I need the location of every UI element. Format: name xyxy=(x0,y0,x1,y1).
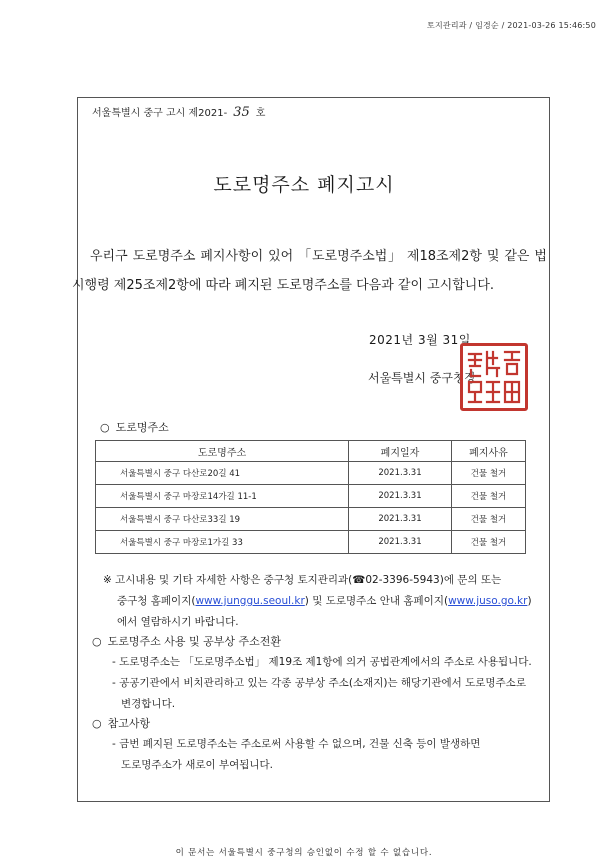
note-text: ) xyxy=(527,595,532,607)
note-text: ) 및 도로명주소 안내 홈페이지( xyxy=(304,595,449,607)
section3-item: 도로명주소가 새로이 부여됩니다. xyxy=(121,759,274,771)
table-cell-address: 서울특별시 중구 다산로33길 19 xyxy=(96,508,349,531)
notice-number xyxy=(92,104,265,120)
note-line-1: ※ 고시내용 및 기타 자세한 사항은 중구청 토지관리과(☎02-3396-5943)에 문의 또는 xyxy=(103,574,502,586)
section2-title: 도로명주소 사용 및 공부상 주소전환 xyxy=(107,635,281,648)
body-paragraph: 우리구 도로명주소 폐지사항이 있어 「도로명주소법」 제18조제2항 및 같은 법 시행령 제25조제2항에 따라 폐지된 도로명주소를 다음과 같이 고시합니다. xyxy=(72,249,547,293)
page-title: 도로명주소 폐지고시 xyxy=(213,174,395,196)
section3-bullet: ○ xyxy=(92,717,102,730)
note-line-2 xyxy=(103,591,543,612)
table-cell-date: 2021.3.31 xyxy=(349,462,452,485)
note-line-3: 에서 열람하시기 바랍니다. xyxy=(117,616,239,628)
table-cell-address: 서울특별시 중구 다산로20길 41 xyxy=(96,462,349,485)
table-cell-address: 서울특별시 중구 마장로1가길 33 xyxy=(96,531,349,554)
document-meta-header: 토지관리과 / 임경순 / 2021-03-26 15:46:50 xyxy=(427,21,596,30)
table-row xyxy=(96,485,526,508)
junggu-homepage-link[interactable]: www.junggu.seoul.kr xyxy=(195,595,305,607)
section2-item: - 공공기관에서 비치관리하고 있는 각종 공부상 주소(소재지)는 해당기관에서 도로명주소로 xyxy=(112,677,526,689)
section3-title: 참고사항 xyxy=(107,717,151,730)
notice-date: 2021년 3월 31일 xyxy=(369,333,471,347)
notice-number-prefix: 서울특별시 중구 고시 제2021- xyxy=(92,108,228,119)
section-road-address xyxy=(100,419,169,435)
table-row xyxy=(96,531,526,554)
table-header-row xyxy=(96,441,526,462)
official-seal-stamp xyxy=(460,343,528,411)
section-reference xyxy=(92,715,150,731)
notice-number-handwritten: 35 xyxy=(233,105,250,120)
juso-homepage-link[interactable]: www.juso.go.kr xyxy=(448,595,528,607)
table-cell-date: 2021.3.31 xyxy=(349,485,452,508)
section2-bullet: ○ xyxy=(92,635,102,648)
table-cell-address: 서울특별시 중구 마장로14가길 11-1 xyxy=(96,485,349,508)
seal-glyph-icon xyxy=(463,346,525,408)
table-header-date: 폐지일자 xyxy=(349,441,452,462)
section1-bullet: ○ xyxy=(100,421,110,434)
table-header-address: 도로명주소 xyxy=(96,441,349,462)
table-row xyxy=(96,508,526,531)
contact-note xyxy=(103,570,543,633)
section2-body xyxy=(112,652,552,715)
table-cell-reason: 건물 철거 xyxy=(452,531,526,554)
section3-body xyxy=(112,734,542,776)
section-usage xyxy=(92,633,281,649)
notice-body xyxy=(72,242,547,300)
section2-item: 변경합니다. xyxy=(121,698,176,710)
issuer-name: 서울특별시 중구청장 xyxy=(368,371,477,385)
footer-disclaimer: 이 문서는 서울특별시 중구청의 승인없이 수정 할 수 없습니다. xyxy=(175,848,433,858)
section3-item: - 금번 폐지된 도로명주소는 주소로써 사용할 수 없으며, 건물 신축 등이 발생하면 xyxy=(112,738,481,750)
table-cell-date: 2021.3.31 xyxy=(349,508,452,531)
section1-title: 도로명주소 xyxy=(115,421,169,434)
table-row xyxy=(96,462,526,485)
table-cell-date: 2021.3.31 xyxy=(349,531,452,554)
section2-item: - 도로명주소는 「도로명주소법」 제19조 제1항에 의거 공법관계에서의 주소로 사용됩니다. xyxy=(112,656,532,668)
table-header-reason: 폐지사유 xyxy=(452,441,526,462)
notice-number-suffix: 호 xyxy=(255,108,266,119)
table-cell-reason: 건물 철거 xyxy=(452,485,526,508)
note-text: 중구청 홈페이지( xyxy=(117,595,196,607)
table-cell-reason: 건물 철거 xyxy=(452,508,526,531)
table-cell-reason: 건물 철거 xyxy=(452,462,526,485)
abolished-address-table xyxy=(95,440,526,554)
